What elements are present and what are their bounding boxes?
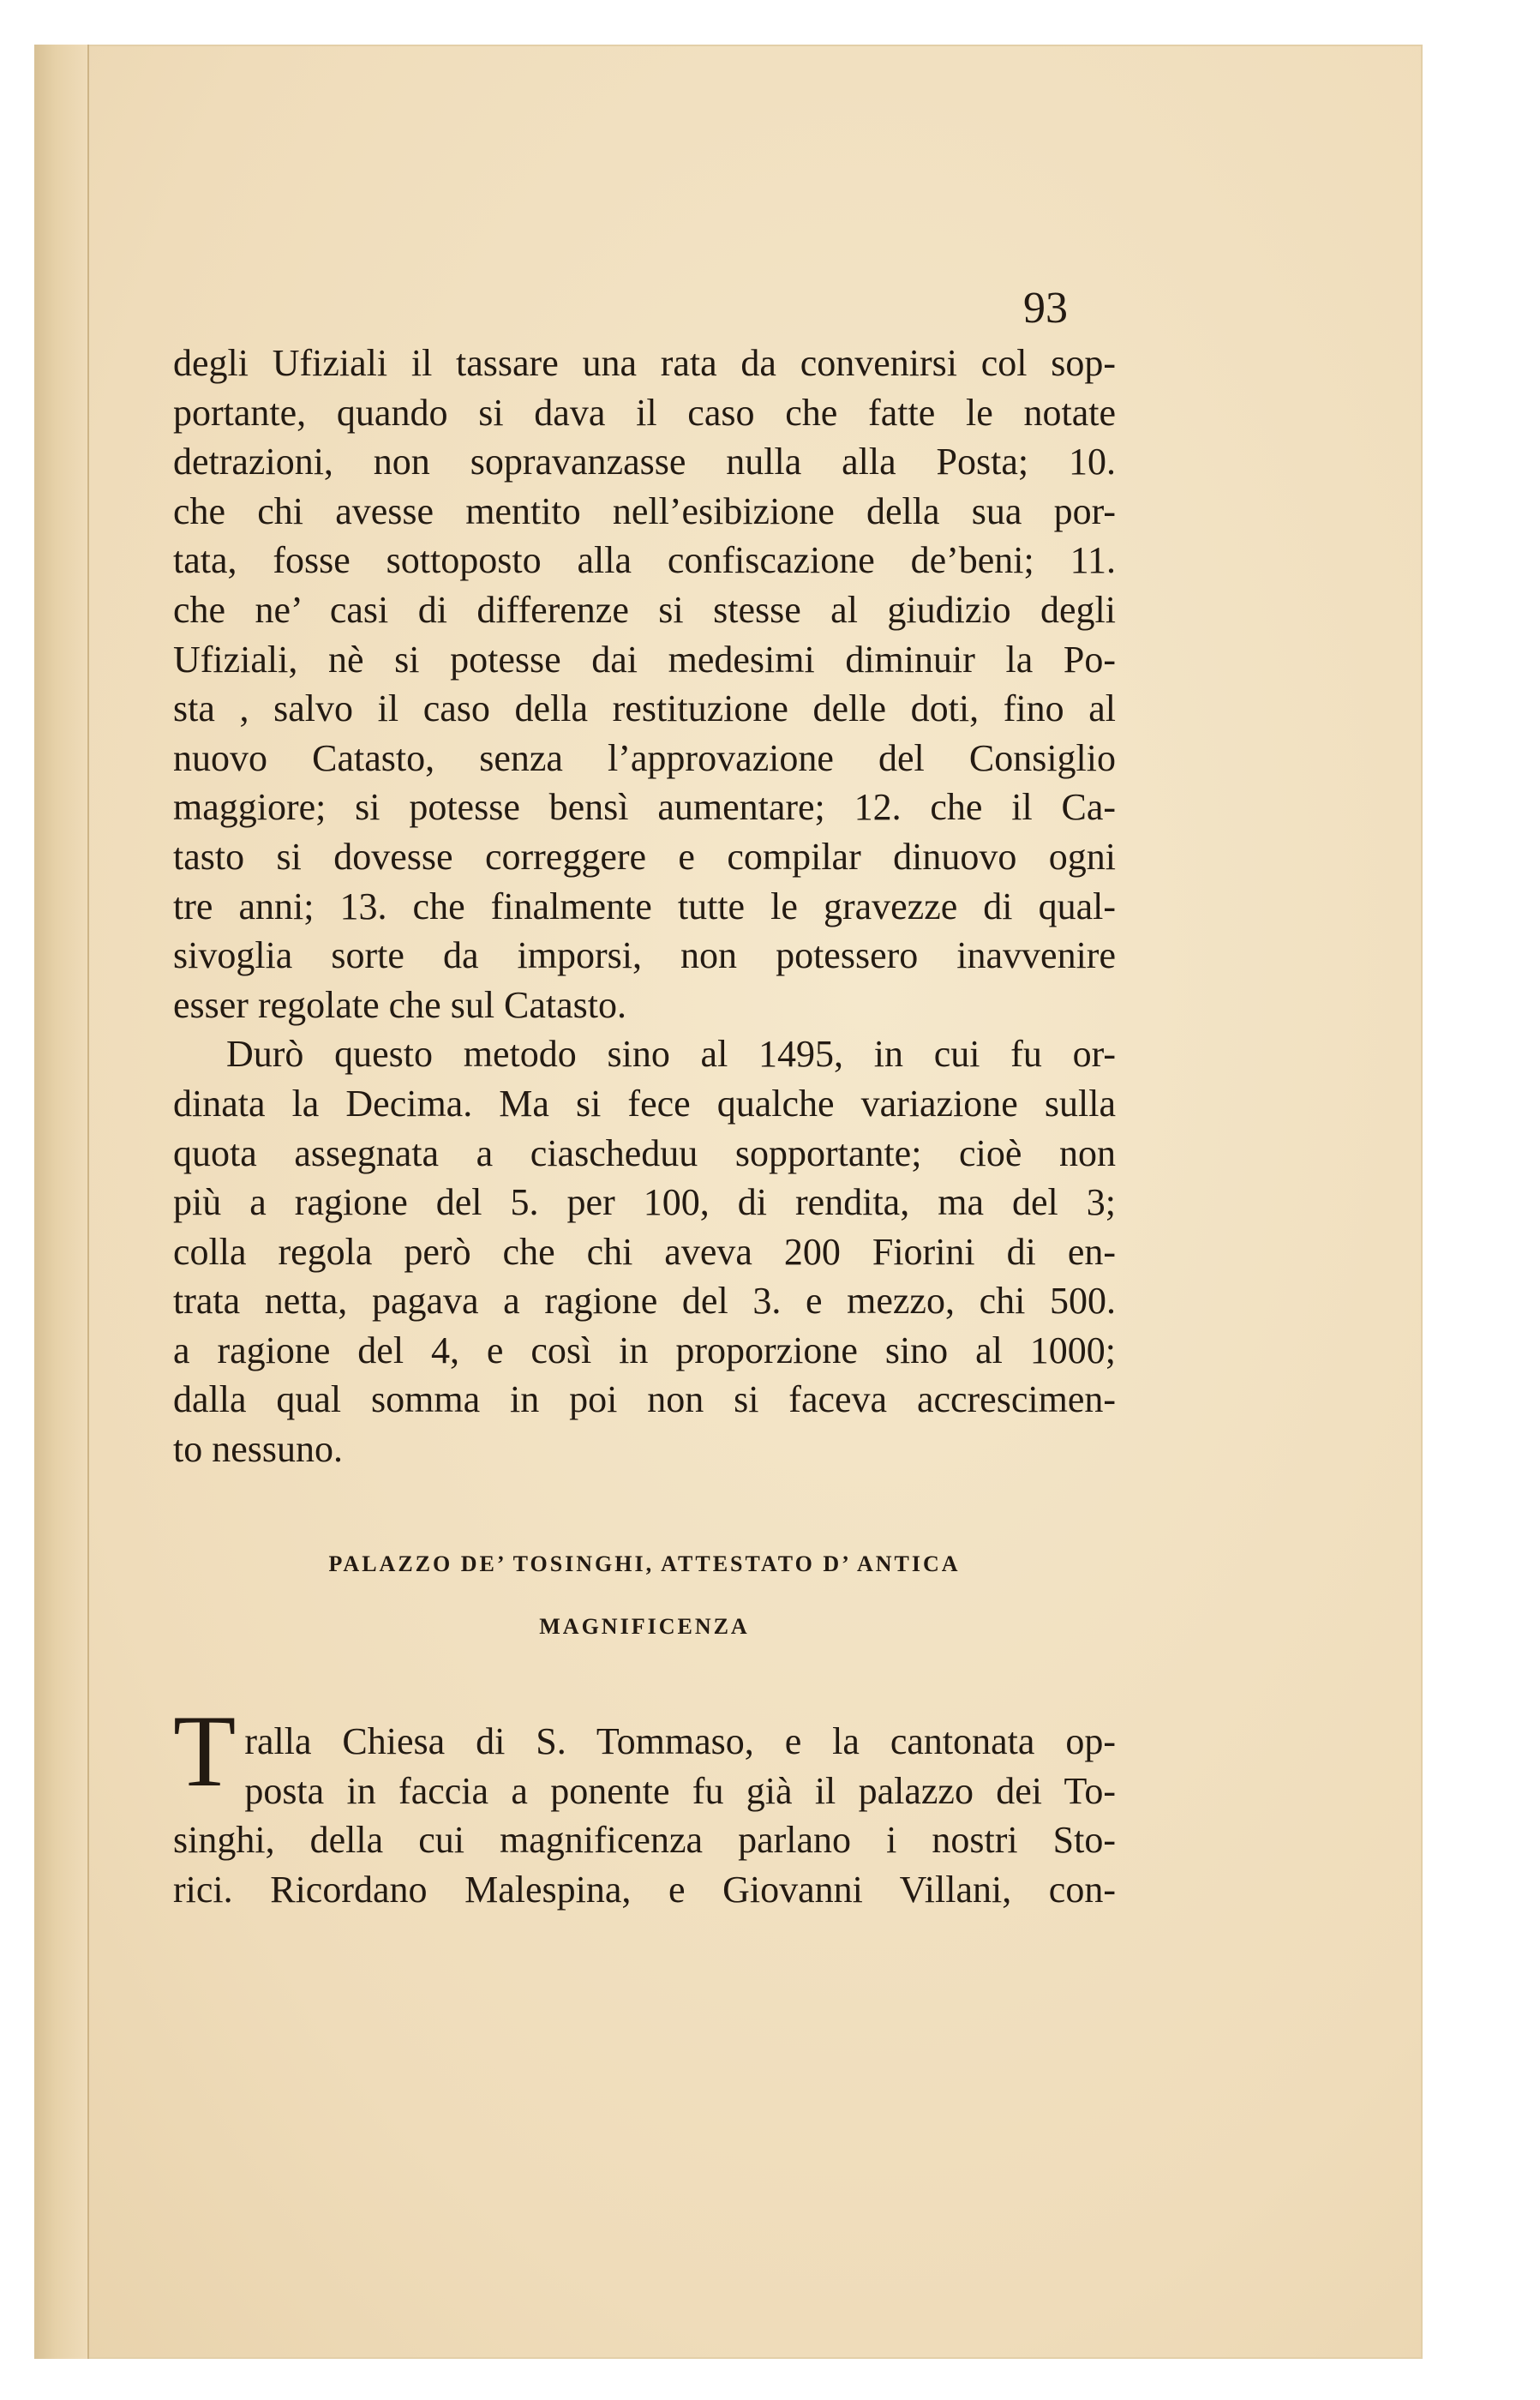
text-line: tasto si dovesse correggere e compilar dinuovo ogni (173, 835, 1116, 878)
text-line: nuovo Catasto, senza l’approvazione del Consiglio (173, 736, 1116, 779)
text-line: Ufiziali, nè si potesse dai medesimi diminuir la Po- (173, 638, 1116, 681)
page-number: 93 (1023, 284, 1068, 333)
text-line: detrazioni, non sopravanzasse nulla alla Posta; 10. (173, 441, 1116, 483)
text-line: che chi avesse mentito nell’esibizione della sua por- (173, 489, 1116, 532)
text-line: ralla Chiesa di S. Tommaso, e la cantonata op- (244, 1720, 1116, 1762)
text-line: portante, quando si dava il caso che fatte le notate (173, 391, 1116, 434)
text-line: esser regolate che sul Catasto. (173, 983, 627, 1026)
main-text (173, 339, 1116, 1474)
text-line: quota assegnata a ciascheduu sopportante; cioè non (173, 1131, 1116, 1174)
text-line: singhi, della cui magnificenza parlano i nostri Sto- (173, 1819, 1116, 1862)
text-line: rici. Ricordano Malespina, e Giovanni Villani, con- (173, 1868, 1116, 1911)
text-line: dinata la Decima. Ma si fece qualche variazione sulla (173, 1082, 1116, 1125)
text-line: dalla qual somma in poi non si faceva accrescimen- (173, 1378, 1116, 1421)
text-line: Durò questo metodo sino al 1495, in cui fu or- (226, 1033, 1116, 1076)
text-line: maggiore; si potesse bensì aumentare; 12. che il Ca- (173, 786, 1116, 829)
text-line: che ne’ casi di differenze si stesse al giudizio degli (173, 588, 1116, 631)
text-line: degli Ufiziali il tassare una rata da convenirsi col sop- (173, 342, 1116, 384)
text-line: posta in faccia a ponente fu già il palazzo dei To- (244, 1769, 1116, 1812)
section-text (173, 1694, 1116, 1914)
text-line: to nessuno. (173, 1428, 343, 1471)
text-line: colla regola però che chi aveva 200 Fiorini di en- (173, 1230, 1116, 1273)
binding-edge (34, 45, 89, 2359)
drop-cap: T (173, 1694, 237, 1808)
text-line: sta , salvo il caso della restituzione delle doti, fino al (173, 687, 1116, 730)
text-line: tata, fosse sottoposto alla confiscazione de’beni; 11. (173, 539, 1116, 582)
section-heading: PALAZZO DE’ TOSINGHI, ATTESTATO D’ ANTICA (328, 1551, 961, 1576)
text-line: a ragione del 4, e così in proporzione sino al 1000; (173, 1329, 1116, 1371)
text-line: trata netta, pagava a ragione del 3. e mezzo, chi 500. (173, 1280, 1116, 1323)
text-line: tre anni; 13. che finalmente tutte le gravezze di qual- (173, 885, 1116, 927)
text-line: più a ragione del 5. per 100, di rendita, ma del 3; (173, 1181, 1116, 1224)
text-line: sivoglia sorte da imporsi, non potessero inavvenire (173, 934, 1116, 977)
section-heading-continued: MAGNIFICENZA (539, 1614, 750, 1639)
